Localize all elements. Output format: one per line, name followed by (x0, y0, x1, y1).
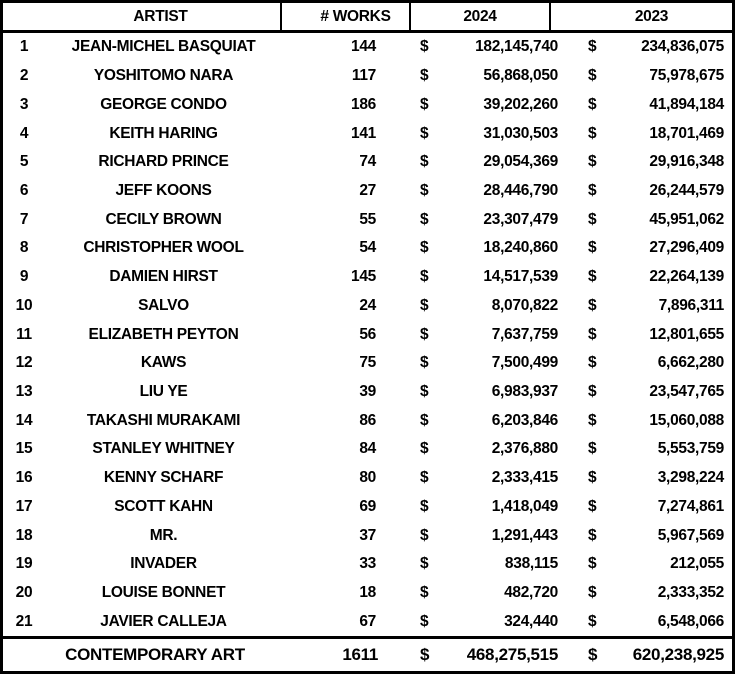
table-row (3, 320, 732, 349)
sales-2024-amount: 324,440 (504, 612, 558, 630)
sales-2024-cell (412, 607, 568, 636)
dollar-sign: $ (588, 95, 597, 113)
sales-2024-cell (412, 234, 568, 263)
dollar-sign: $ (588, 526, 597, 544)
artist-cell: KAWS (140, 354, 187, 372)
works-cell: 144 (351, 38, 376, 56)
sales-2023-cell (568, 550, 732, 579)
table-row (3, 579, 732, 608)
rank-cell: 4 (19, 124, 29, 142)
sales-2023-amount: 2,333,352 (657, 584, 724, 602)
sales-2023-cell (568, 148, 732, 177)
dollar-sign: $ (588, 612, 597, 630)
works-cell: 145 (351, 268, 376, 286)
works-cell: 37 (359, 526, 376, 544)
table-row (3, 521, 732, 550)
dollar-sign: $ (420, 382, 429, 400)
dollar-sign: $ (588, 555, 597, 573)
works-cell: 55 (359, 210, 376, 228)
works-cell: 186 (351, 95, 376, 113)
dollar-sign: $ (588, 584, 597, 602)
table-row (3, 148, 732, 177)
rank-cell: 12 (15, 354, 33, 372)
sales-2023-cell (568, 177, 732, 206)
dollar-sign: $ (420, 555, 429, 573)
works-cell: 39 (359, 382, 376, 400)
sales-2023-amount: 5,553,759 (657, 440, 724, 458)
sales-2024-amount: 7,500,499 (491, 354, 558, 372)
works-cell: 80 (359, 469, 376, 487)
dollar-sign: $ (420, 67, 429, 85)
artist-cell: KEITH HARING (109, 124, 218, 142)
artist-cell: ELIZABETH PEYTON (88, 325, 239, 343)
sales-2024-amount: 2,376,880 (491, 440, 558, 458)
works-cell: 84 (359, 440, 376, 458)
sales-2023-cell (568, 406, 732, 435)
sales-2023-amount: 7,896,311 (658, 296, 724, 314)
sales-2024-cell (412, 33, 568, 62)
rank-cell: 20 (15, 584, 33, 602)
dollar-sign: $ (588, 411, 597, 429)
dollar-sign: $ (588, 38, 597, 56)
rank-cell: 5 (19, 153, 29, 171)
dollar-sign: $ (588, 382, 597, 400)
artist-cell: RICHARD PRINCE (98, 153, 229, 171)
sales-2024-amount: 7,637,759 (491, 325, 558, 343)
table-row (3, 291, 732, 320)
table-row (3, 464, 732, 493)
table-row (3, 406, 732, 435)
sales-2023-cell (568, 33, 732, 62)
sales-2024-cell (412, 320, 568, 349)
artist-cell: JEAN-MICHEL BASQUIAT (71, 38, 256, 56)
sales-2024-cell (412, 205, 568, 234)
artist-cell: STANLEY WHITNEY (92, 440, 235, 458)
sales-2023-amount: 41,894,184 (649, 95, 724, 113)
sales-2023-amount: 6,662,280 (657, 354, 724, 372)
sales-2023-cell (568, 234, 732, 263)
dollar-sign: $ (420, 497, 429, 515)
sales-2024-amount: 29,054,369 (483, 153, 558, 171)
sales-2023-amount: 27,296,409 (649, 239, 724, 257)
dollar-sign: $ (588, 239, 597, 257)
rank-cell: 17 (15, 497, 33, 515)
works-cell: 27 (359, 181, 376, 199)
dollar-sign: $ (588, 181, 597, 199)
table-row (3, 550, 732, 579)
works-cell: 86 (359, 411, 376, 429)
sales-2023-cell (568, 521, 732, 550)
dollar-sign: $ (420, 38, 429, 56)
works-cell: 117 (351, 67, 376, 85)
rank-cell: 11 (16, 325, 32, 343)
rank-cell: 13 (15, 382, 33, 400)
sales-2024-cell (412, 521, 568, 550)
sales-2023-cell (568, 263, 732, 292)
sales-2023-amount: 7,274,861 (657, 497, 724, 515)
sales-2023-amount: 75,978,675 (649, 67, 724, 85)
sales-2023-amount: 5,967,569 (657, 526, 724, 544)
works-cell: 24 (359, 296, 376, 314)
table-row (3, 33, 732, 62)
header-2024: 2024 (411, 3, 551, 30)
artist-cell: JAVIER CALLEJA (100, 612, 227, 630)
sales-2023-amount: 22,264,139 (649, 268, 724, 286)
sales-2023-cell (568, 349, 732, 378)
artist-cell: DAMIEN HIRST (109, 268, 218, 286)
artist-cell: SCOTT KAHN (114, 497, 213, 515)
sales-2024-cell (412, 349, 568, 378)
sales-2024-amount: 838,115 (504, 555, 558, 573)
dollar-sign: $ (588, 497, 597, 515)
dollar-sign: $ (420, 411, 429, 429)
works-cell: 18 (359, 584, 376, 602)
artist-cell: LOUISE BONNET (101, 584, 226, 602)
dollar-sign: $ (588, 210, 597, 228)
sales-2024-cell (412, 177, 568, 206)
table-header-row (3, 3, 732, 33)
dollar-sign: $ (588, 268, 597, 286)
sales-2023-cell (568, 579, 732, 608)
rank-cell: 10 (15, 296, 33, 314)
sales-2023-cell (568, 291, 732, 320)
dollar-sign: $ (420, 124, 429, 142)
sales-2023-cell (568, 62, 732, 91)
dollar-sign: $ (588, 469, 597, 487)
table-row (3, 263, 732, 292)
artist-cell: TAKASHI MURAKAMI (86, 411, 241, 429)
dollar-sign: $ (588, 354, 597, 372)
dollar-sign: $ (420, 526, 429, 544)
sales-2024-cell (412, 62, 568, 91)
dollar-sign: $ (588, 153, 597, 171)
total-label: CONTEMPORARY ART (65, 645, 245, 664)
works-cell: 67 (359, 612, 376, 630)
artist-cell: GEORGE CONDO (100, 95, 227, 113)
table-row (3, 177, 732, 206)
sales-2023-cell (568, 378, 732, 407)
header-2023: 2023 (634, 7, 669, 25)
sales-2024-cell (412, 435, 568, 464)
table-row (3, 234, 732, 263)
sales-2024-amount: 39,202,260 (483, 95, 558, 113)
sales-2023-cell (568, 320, 732, 349)
artist-cell: LIU YE (139, 382, 188, 400)
rank-cell: 14 (15, 411, 33, 429)
sales-2024-cell (412, 291, 568, 320)
rank-cell: 16 (15, 469, 33, 487)
artist-cell: KENNY SCHARF (103, 469, 224, 487)
artist-cell: MR. (149, 526, 178, 544)
sales-2024-amount: 2,333,415 (491, 469, 558, 487)
works-cell: 74 (359, 153, 376, 171)
artist-cell: SALVO (138, 296, 189, 314)
total-row (3, 636, 732, 671)
sales-2023-amount: 26,244,579 (649, 181, 724, 199)
dollar-sign: $ (420, 153, 429, 171)
sales-2023-amount: 6,548,066 (657, 612, 724, 630)
table-row (3, 435, 732, 464)
dollar-sign: $ (420, 469, 429, 487)
table-row (3, 90, 732, 119)
artist-cell: CECILY BROWN (105, 210, 222, 228)
works-cell: 141 (351, 124, 376, 142)
sales-2024-cell (412, 148, 568, 177)
rank-cell: 18 (15, 526, 33, 544)
sales-2024-amount: 1,291,443 (491, 526, 558, 544)
artist-cell: CHRISTOPHER WOOL (83, 239, 244, 257)
sales-2024-amount: 6,203,846 (491, 411, 558, 429)
dollar-sign: $ (588, 325, 597, 343)
sales-2023-amount: 29,916,348 (649, 153, 724, 171)
sales-2024-amount: 56,868,050 (483, 67, 558, 85)
dollar-sign: $ (420, 296, 429, 314)
rank-cell: 15 (15, 440, 33, 458)
artist-cell: YOSHITOMO NARA (93, 67, 234, 85)
sales-2024-cell (412, 406, 568, 435)
dollar-sign: $ (420, 210, 429, 228)
total-works: 1611 (342, 645, 378, 664)
sales-2024-amount: 14,517,539 (483, 268, 558, 286)
sales-2024-cell (412, 579, 568, 608)
table-row (3, 205, 732, 234)
works-cell: 69 (359, 497, 376, 515)
sales-2023-amount: 23,547,765 (649, 382, 724, 400)
dollar-sign: $ (420, 440, 429, 458)
header-num-works: # WORKS (282, 3, 411, 30)
dollar-sign: $ (420, 584, 429, 602)
table-row (3, 378, 732, 407)
dollar-sign: $ (588, 124, 597, 142)
sales-2023-amount: 234,836,075 (641, 38, 724, 56)
table-row (3, 607, 732, 636)
total-2023-cell (568, 639, 732, 671)
sales-2024-amount: 18,240,860 (483, 239, 558, 257)
works-cell: 54 (359, 239, 376, 257)
table-row (3, 493, 732, 522)
dollar-sign: $ (420, 181, 429, 199)
artist-cell: INVADER (130, 555, 197, 573)
sales-2023-amount: 212,055 (670, 555, 724, 573)
sales-2023-cell (568, 493, 732, 522)
rank-cell: 7 (19, 210, 29, 228)
rank-cell: 1 (19, 38, 29, 56)
sales-2024-cell (412, 493, 568, 522)
sales-2023-cell (568, 119, 732, 148)
dollar-sign: $ (420, 239, 429, 257)
works-cell: 33 (359, 555, 376, 573)
table-row (3, 349, 732, 378)
dollar-sign: $ (420, 612, 429, 630)
works-cell: 75 (359, 354, 376, 372)
sales-2024-amount: 23,307,479 (483, 210, 558, 228)
rank-cell: 8 (19, 239, 29, 257)
sales-2023-amount: 15,060,088 (649, 411, 724, 429)
total-2024-cell (412, 639, 568, 671)
sales-2024-cell (412, 263, 568, 292)
dollar-sign: $ (420, 325, 429, 343)
sales-2024-cell (412, 464, 568, 493)
dollar-sign: $ (588, 645, 598, 664)
rank-cell: 6 (19, 181, 29, 199)
dollar-sign: $ (588, 67, 597, 85)
sales-2024-cell (412, 550, 568, 579)
sales-2023-cell (568, 205, 732, 234)
sales-2024-amount: 6,983,937 (491, 382, 558, 400)
rank-cell: 9 (19, 268, 29, 286)
sales-2023-amount: 45,951,062 (649, 210, 724, 228)
rank-cell: 21 (15, 612, 33, 630)
table-row (3, 119, 732, 148)
dollar-sign: $ (420, 95, 429, 113)
sales-2024-amount: 28,446,790 (483, 181, 558, 199)
rank-cell: 2 (19, 67, 29, 85)
sales-2023-cell (568, 90, 732, 119)
sales-2023-amount: 18,701,469 (649, 124, 724, 142)
sales-2023-cell (568, 464, 732, 493)
sales-2023-amount: 12,801,655 (649, 325, 724, 343)
sales-2024-amount: 1,418,049 (491, 497, 558, 515)
sales-2024-cell (412, 378, 568, 407)
sales-2024-cell (412, 119, 568, 148)
sales-2024-amount: 31,030,503 (483, 124, 558, 142)
dollar-sign: $ (588, 440, 597, 458)
sales-2024-amount: 482,720 (504, 584, 558, 602)
sales-2023-amount: 3,298,224 (657, 469, 724, 487)
works-cell: 56 (359, 325, 376, 343)
artist-cell: JEFF KOONS (115, 181, 212, 199)
table-row (3, 62, 732, 91)
dollar-sign: $ (420, 645, 430, 664)
dollar-sign: $ (420, 354, 429, 372)
sales-2023-cell (568, 607, 732, 636)
rank-cell: 19 (15, 555, 33, 573)
dollar-sign: $ (588, 296, 597, 314)
header-artist: ARTIST (3, 3, 282, 30)
dollar-sign: $ (420, 268, 429, 286)
total-2024-amount: 468,275,515 (466, 645, 558, 664)
sales-2024-amount: 182,145,740 (475, 38, 558, 56)
sales-2024-cell (412, 90, 568, 119)
sales-2024-amount: 8,070,822 (491, 296, 558, 314)
sales-2023-cell (568, 435, 732, 464)
table-body (3, 33, 732, 636)
rank-cell: 3 (19, 95, 29, 113)
total-2023-amount: 620,238,925 (632, 645, 724, 664)
